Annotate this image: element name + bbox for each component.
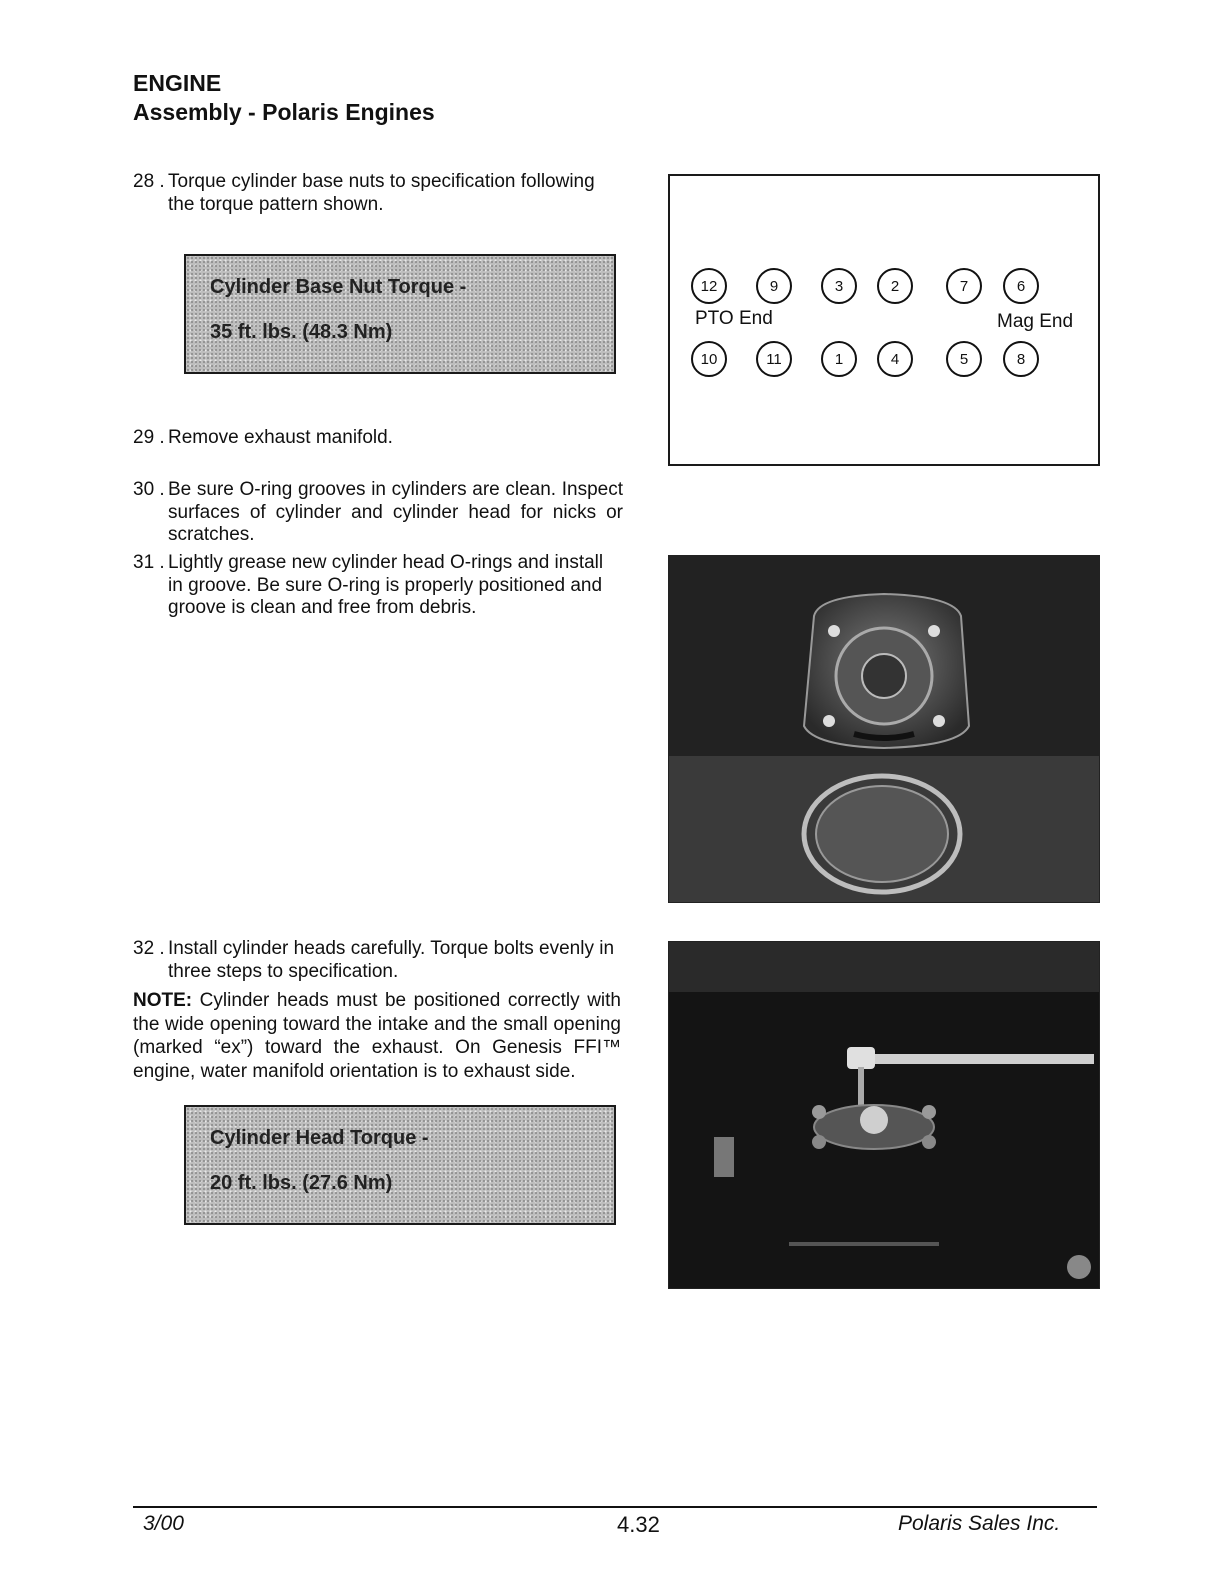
bolt-circle: 12 [691,268,727,304]
page-subtitle: Assembly - Polaris Engines [133,99,435,125]
torque-wrench-photo [668,941,1100,1289]
bolt-circle: 2 [877,268,913,304]
bolt-circle: 9 [756,268,792,304]
step-32 [133,938,623,983]
step-31 [133,552,623,620]
step-number: 31 . [133,552,165,573]
footer-company: Polaris Sales Inc. [898,1512,1061,1535]
page-number: 4.32 [617,1512,660,1537]
step-text: Lightly grease new cylinder head O-rings and install in groove. Be sure O-ring is properly positioned and groove is clean and free from debris. [168,552,604,618]
torque-value: 20 ft. lbs. (27.6 Nm) [210,1172,393,1194]
bolt-circle: 3 [821,268,857,304]
bolt-circle: 6 [1003,268,1039,304]
mag-end-label: Mag End [997,311,1074,332]
bolt-circle: 10 [691,341,727,377]
footer-rule [133,1506,1097,1508]
step-28 [133,171,623,216]
bolt-circle: 8 [1003,341,1039,377]
note-label: NOTE: [133,990,193,1011]
bolt-circle: 11 [756,341,792,377]
step-number: 29 . [133,427,165,448]
step-text: Install cylinder heads carefully. Torque bolts evenly in three steps to specification. [168,938,615,982]
torque-value: 35 ft. lbs. (48.3 Nm) [210,321,393,343]
step-30 [133,479,623,547]
bolt-circle: 7 [946,268,982,304]
torque-pattern-diagram [668,174,1100,466]
step-text: Be sure O-ring grooves in cylinders are clean. Inspect surfaces of cylinder and cylinder head for nicks or scratches. [168,479,623,545]
torque-title: Cylinder Head Torque - [210,1127,429,1149]
step-number: 32 . [133,938,165,959]
step-number: 30 . [133,479,165,500]
torque-title: Cylinder Base Nut Torque - [210,276,467,298]
photo-graphic [669,556,1099,902]
footer-date: 3/00 [143,1512,184,1535]
note-paragraph [133,989,621,1083]
step-number: 28 . [133,171,165,192]
step-text: Torque cylinder base nuts to specification following the torque pattern shown. [168,171,595,215]
cylinder-head-oring-photo [668,555,1100,903]
section-title: ENGINE [133,70,222,96]
pto-end-label: PTO End [695,308,773,329]
step-text: Remove exhaust manifold. [168,427,393,448]
bolt-circle: 1 [821,341,857,377]
photo-graphic [669,942,1099,1288]
base-nut-torque-box [184,254,616,374]
head-torque-box [184,1105,616,1225]
bolt-circle: 5 [946,341,982,377]
bolt-circle: 4 [877,341,913,377]
step-29 [133,427,623,450]
note-text: Cylinder heads must be positioned correctly with the wide opening toward the intake and the small opening (marked “ex”) toward the exhaust. On Genesis FFI™ engine, water manifold orientation is to exhaust side. [133,990,621,1082]
